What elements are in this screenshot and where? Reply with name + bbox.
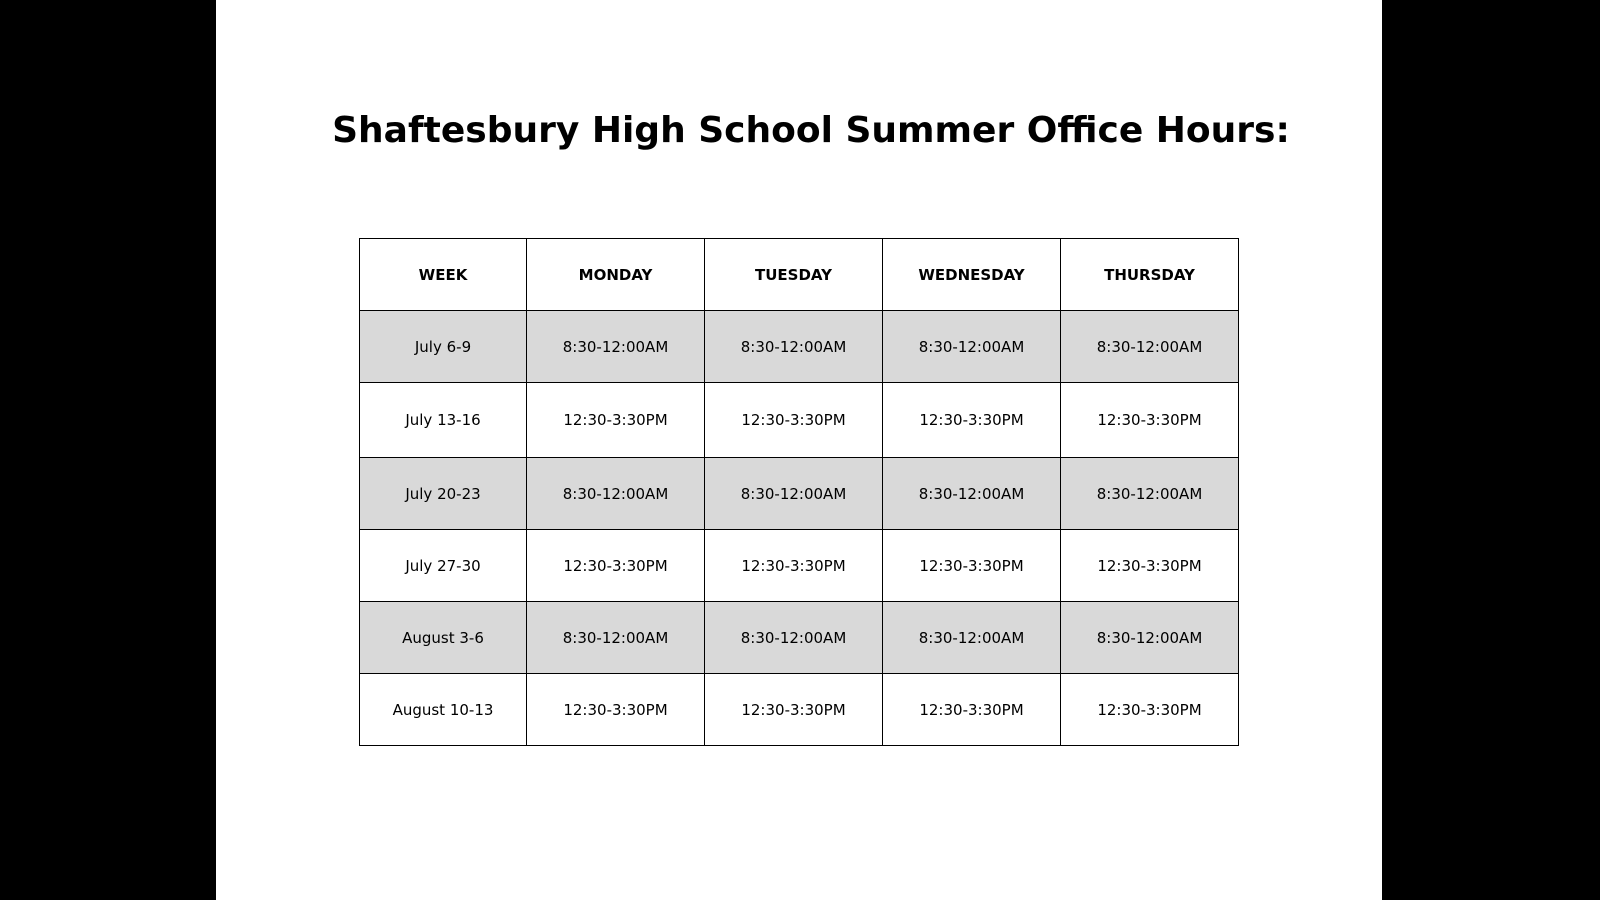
hours-cell: 12:30-3:30PM [527, 383, 705, 458]
hours-cell: 12:30-3:30PM [883, 674, 1061, 746]
week-cell: July 20-23 [360, 458, 527, 530]
hours-cell: 8:30-12:00AM [705, 311, 883, 383]
hours-cell: 12:30-3:30PM [527, 530, 705, 602]
week-cell: August 3-6 [360, 602, 527, 674]
table-header-row [360, 239, 1239, 311]
hours-cell: 8:30-12:00AM [527, 458, 705, 530]
week-cell: July 27-30 [360, 530, 527, 602]
office-hours-table [359, 238, 1239, 746]
header-wednesday: WEDNESDAY [883, 239, 1061, 311]
hours-cell: 8:30-12:00AM [705, 458, 883, 530]
hours-cell: 8:30-12:00AM [527, 602, 705, 674]
slide [216, 0, 1382, 900]
table-row [360, 674, 1239, 746]
hours-cell: 12:30-3:30PM [705, 674, 883, 746]
letterbox-left [0, 0, 216, 900]
hours-cell: 8:30-12:00AM [705, 602, 883, 674]
hours-cell: 12:30-3:30PM [1061, 674, 1239, 746]
week-cell: August 10-13 [360, 674, 527, 746]
page-title: Shaftesbury High School Summer Office Hours: [332, 110, 1290, 151]
table-row [360, 602, 1239, 674]
hours-cell: 8:30-12:00AM [1061, 311, 1239, 383]
hours-cell: 8:30-12:00AM [883, 602, 1061, 674]
hours-cell: 8:30-12:00AM [883, 311, 1061, 383]
header-week: WEEK [360, 239, 527, 311]
table-row [360, 458, 1239, 530]
letterbox-right [1382, 0, 1600, 900]
header-thursday: THURSDAY [1061, 239, 1239, 311]
hours-cell: 12:30-3:30PM [705, 530, 883, 602]
hours-cell: 12:30-3:30PM [705, 383, 883, 458]
hours-cell: 8:30-12:00AM [883, 458, 1061, 530]
week-cell: July 6-9 [360, 311, 527, 383]
hours-cell: 12:30-3:30PM [883, 530, 1061, 602]
hours-cell: 8:30-12:00AM [1061, 602, 1239, 674]
table-row [360, 530, 1239, 602]
header-monday: MONDAY [527, 239, 705, 311]
table-row [360, 383, 1239, 458]
hours-cell: 12:30-3:30PM [1061, 530, 1239, 602]
hours-cell: 12:30-3:30PM [1061, 383, 1239, 458]
hours-cell: 8:30-12:00AM [1061, 458, 1239, 530]
header-tuesday: TUESDAY [705, 239, 883, 311]
week-cell: July 13-16 [360, 383, 527, 458]
hours-cell: 12:30-3:30PM [527, 674, 705, 746]
hours-cell: 12:30-3:30PM [883, 383, 1061, 458]
table-row [360, 311, 1239, 383]
hours-cell: 8:30-12:00AM [527, 311, 705, 383]
